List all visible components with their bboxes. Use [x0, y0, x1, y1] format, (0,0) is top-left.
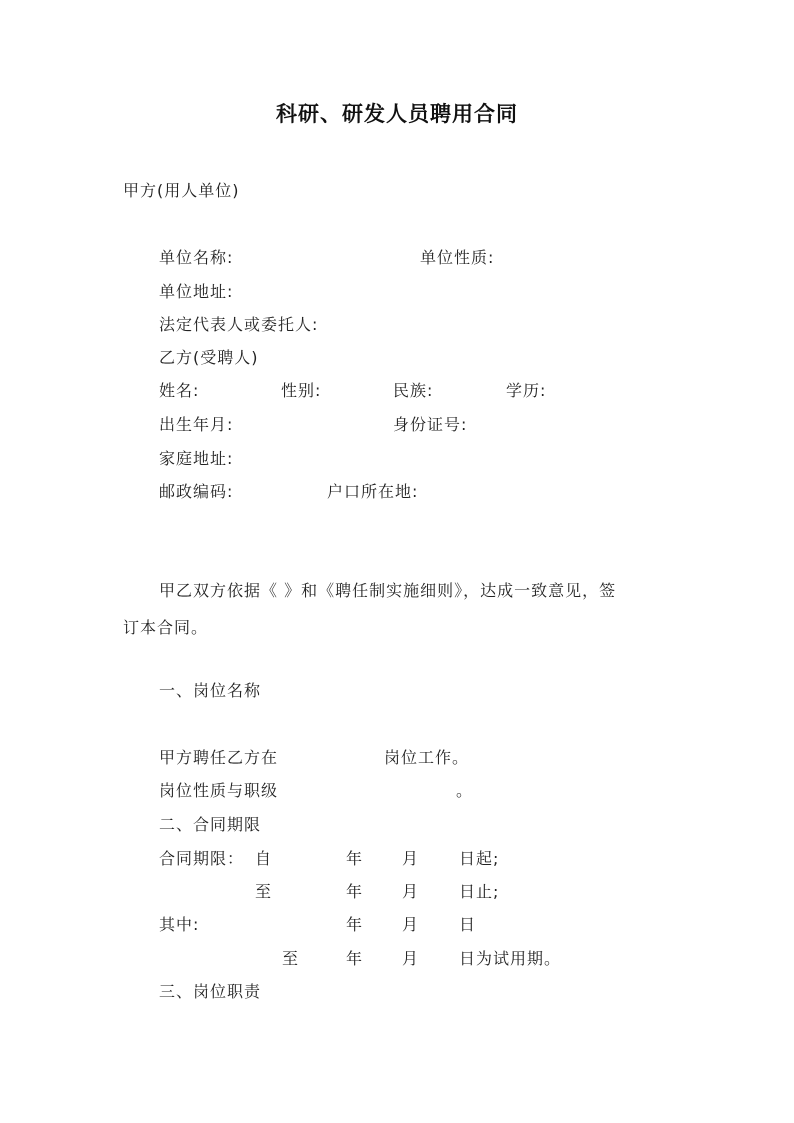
- section-3-heading: 三、岗位职责: [159, 982, 262, 1001]
- term-end-day: 日止;: [459, 882, 500, 901]
- probation-end-month: 月: [402, 949, 420, 968]
- ethnicity-label: 民族:: [393, 381, 434, 400]
- unit-nature-label: 单位性质:: [420, 248, 495, 267]
- home-address-label: 家庭地址:: [159, 449, 234, 468]
- probation-start-month: 月: [402, 915, 420, 934]
- id-number-label: 身份证号:: [393, 415, 468, 434]
- probation-start-day: 日: [459, 915, 477, 934]
- position-nature-period: 。: [456, 781, 474, 800]
- probation-end-day: 日为试用期。: [459, 949, 562, 968]
- birth-date-label: 出生年月:: [159, 415, 234, 434]
- probation-start-year: 年: [346, 915, 364, 934]
- hukou-label: 户口所在地:: [327, 482, 419, 501]
- term-start-month: 月: [402, 849, 420, 868]
- education-label: 学历:: [506, 381, 547, 400]
- unit-address-label: 单位地址:: [159, 282, 234, 301]
- gender-label: 性别:: [281, 381, 322, 400]
- party-a-heading: 甲方(用人单位): [123, 181, 240, 200]
- section-2-heading: 二、合同期限: [159, 815, 262, 834]
- section-1-heading: 一、岗位名称: [159, 681, 262, 700]
- preamble-line-2: 订本合同。: [123, 618, 209, 637]
- term-end-month: 月: [402, 882, 420, 901]
- preamble-line-1: 甲乙双方依据《 》和《聘任制实施细则》，达成一致意见，签: [159, 581, 617, 600]
- position-nature-text: 岗位性质与职级: [159, 781, 279, 800]
- postcode-label: 邮政编码:: [159, 482, 234, 501]
- term-start-year: 年: [346, 849, 364, 868]
- unit-name-label: 单位名称:: [159, 248, 234, 267]
- employment-text-end: 岗位工作。: [384, 748, 470, 767]
- term-label: 合同期限：: [159, 849, 245, 868]
- probation-end-year: 年: [346, 949, 364, 968]
- party-b-heading: 乙方(受聘人): [159, 348, 259, 367]
- probation-to: 至: [282, 949, 300, 968]
- legal-representative-label: 法定代表人或委托人:: [159, 315, 319, 334]
- employment-text-start: 甲方聘任乙方在: [159, 748, 279, 767]
- name-label: 姓名:: [159, 381, 200, 400]
- term-from: 自: [255, 849, 273, 868]
- term-to: 至: [255, 882, 273, 901]
- probation-label: 其中:: [159, 915, 200, 934]
- term-start-day: 日起;: [459, 849, 500, 868]
- term-end-year: 年: [346, 882, 364, 901]
- document-title: 科研、研发人员聘用合同: [276, 101, 518, 126]
